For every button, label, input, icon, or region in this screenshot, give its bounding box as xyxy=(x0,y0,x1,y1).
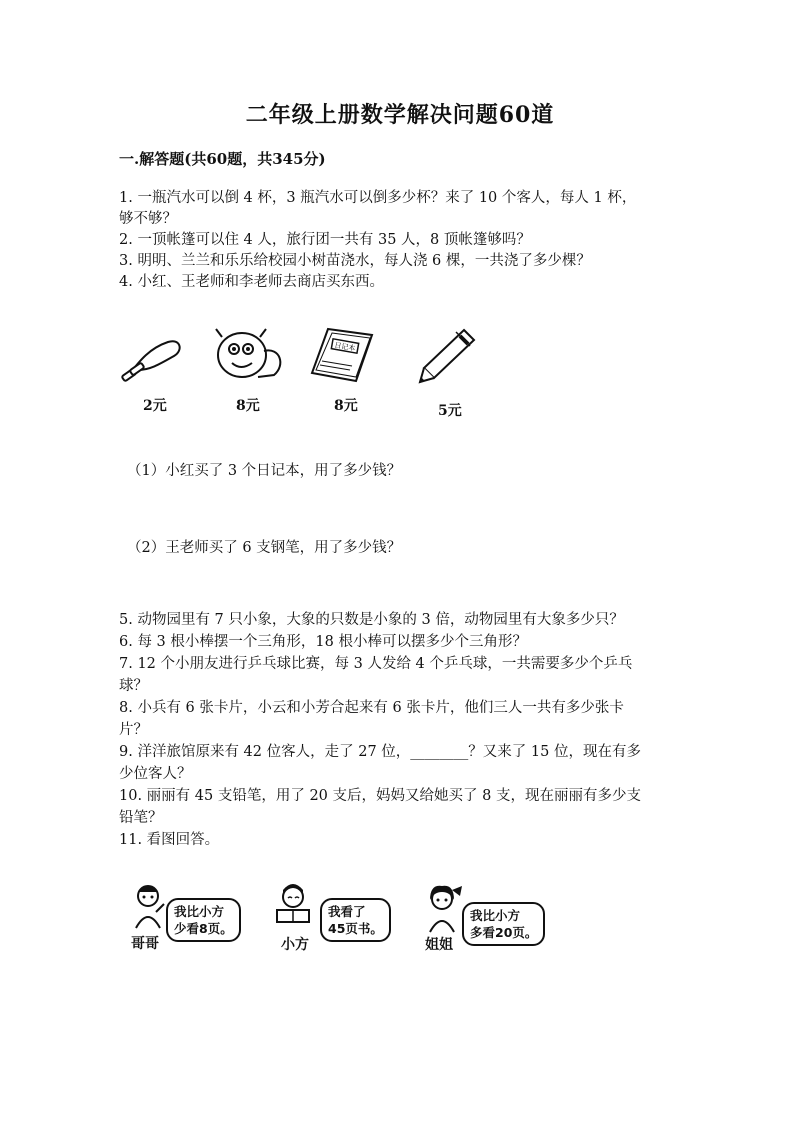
brother-speech-line-2: 少看8页。 xyxy=(174,921,233,936)
question-7-line-1: 7. 12 个小朋友进行乒乓球比赛，每 3 人发给 4 个乒乓球，一共需要多少个乒乓 xyxy=(119,656,633,672)
backpack-price: 8元 xyxy=(236,398,260,414)
backpack-icon xyxy=(208,325,288,387)
question-9-line-2: 少位客人？ xyxy=(119,766,192,782)
sister-icon xyxy=(420,884,464,934)
question-8-line-2: 片？ xyxy=(119,722,148,738)
question-6: 6. 每 3 根小棒摆一个三角形，18 根小棒可以摆多少个三角形？ xyxy=(119,634,527,650)
sister-speech-bubble xyxy=(462,902,545,946)
sister-speech-line-2: 多看20页。 xyxy=(470,925,538,940)
brother-icon xyxy=(128,882,168,932)
xiaofang-figure xyxy=(273,884,315,938)
question-1-line-1: 1. 一瓶汽水可以倒 4 杯，3 瓶汽水可以倒多少杯？来了 10 个客人，每人 1 杯， xyxy=(119,190,637,206)
section-heading: 一.解答题(共60题，共345分) xyxy=(119,150,326,168)
question-2: 2. 一顶帐篷可以住 4 人，旅行团一共有 35 人，8 顶帐篷够吗？ xyxy=(119,232,531,248)
sister-figure xyxy=(420,884,464,938)
notebook-icon xyxy=(310,325,376,385)
question-4: 4. 小红、王老师和李老师去商店买东西。 xyxy=(119,274,384,290)
xiaofang-speech-line-1: 我看了 xyxy=(328,904,366,919)
page-title: 二年级上册数学解决问题60道 xyxy=(245,102,555,128)
question-1-line-2: 够不够？ xyxy=(119,211,177,227)
jump-rope-item xyxy=(120,330,190,394)
question-7-line-2: 球？ xyxy=(119,678,148,694)
pen-icon xyxy=(416,326,478,388)
question-4-part-2: （2）王老师买了 6 支钢笔，用了多少钱？ xyxy=(127,540,402,556)
notebook-price: 8元 xyxy=(334,398,358,414)
xiaofang-speech-bubble xyxy=(320,898,391,942)
sister-name: 姐姐 xyxy=(425,937,453,953)
question-8-line-1: 8. 小兵有 6 张卡片，小云和小芳合起来有 6 张卡片，他们三人一共有多少张卡 xyxy=(119,700,624,716)
question-10-line-2: 铅笔？ xyxy=(119,810,163,826)
notebook-item xyxy=(310,325,376,389)
jump-rope-icon xyxy=(120,330,190,390)
brother-speech-bubble xyxy=(166,898,241,942)
question-5: 5. 动物园里有 7 只小象，大象的只数是小象的 3 倍，动物园里有大象多少只？ xyxy=(119,612,624,628)
xiaofang-icon xyxy=(273,884,315,934)
question-9-line-1: 9. 洋洋旅馆原来有 42 位客人，走了 27 位，________？又来了 15 位，现在有多 xyxy=(119,744,641,760)
brother-speech-line-1: 我比小方 xyxy=(174,904,225,919)
xiaofang-speech-line-2: 45页书。 xyxy=(328,921,383,936)
sister-speech-line-1: 我比小方 xyxy=(470,908,521,923)
jump-rope-price: 2元 xyxy=(143,398,167,414)
brother-name: 哥哥 xyxy=(131,936,159,952)
question-4-part-1: （1）小红买了 3 个日记本，用了多少钱？ xyxy=(127,463,402,479)
brother-figure xyxy=(128,882,168,936)
pen-price: 5元 xyxy=(438,403,462,419)
notebook-label: 日记本 xyxy=(333,341,356,353)
question-11: 11. 看图回答。 xyxy=(119,832,220,848)
pen-item xyxy=(416,326,478,392)
backpack-item xyxy=(208,325,288,391)
question-3: 3. 明明、兰兰和乐乐给校园小树苗浇水，每人浇 6 棵，一共浇了多少棵？ xyxy=(119,253,591,269)
question-10-line-1: 10. 丽丽有 45 支铅笔，用了 20 支后，妈妈又给她买了 8 支，现在丽丽有多少支 xyxy=(119,788,641,804)
xiaofang-name: 小方 xyxy=(281,937,309,953)
